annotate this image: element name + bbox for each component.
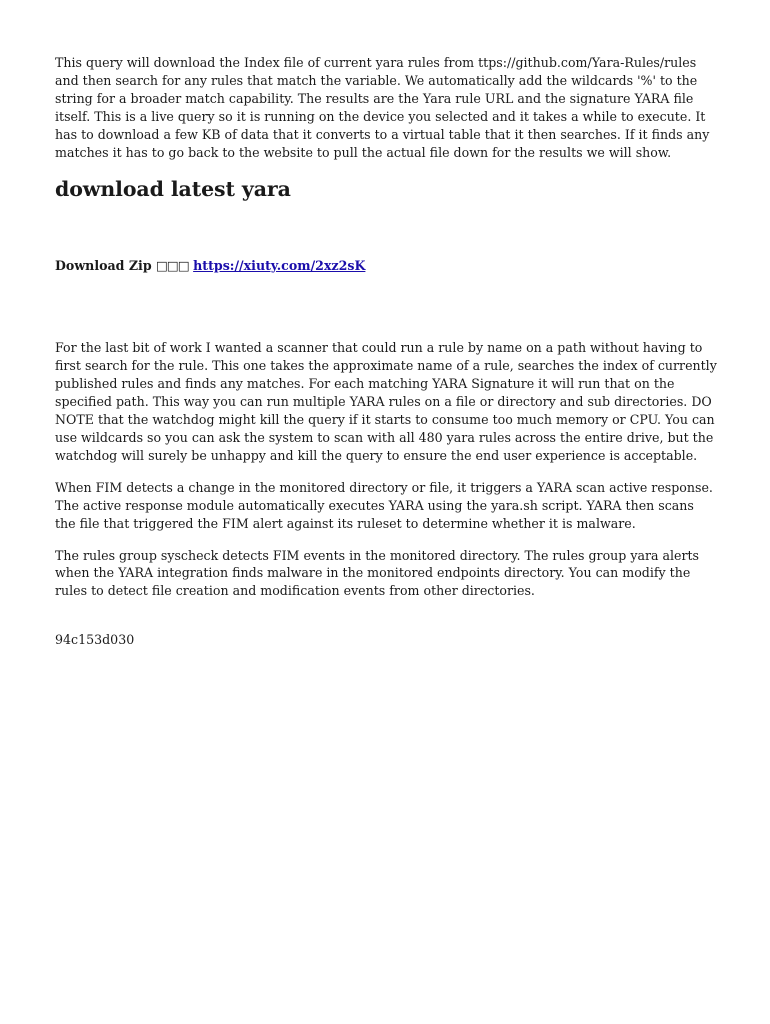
body-paragraph-scanner: For the last bit of work I wanted a scanner that could run a rule by name on a path without having to first search for the rule. This one takes the approximate name of a rule, searches the index of currently published rules and finds any matches. For each matching YARA Signature it will run that on the specified path. This way you can run multiple YARA rules on a file or directory and sub directories. DO NOTE that the watchdog might kill the query if it starts to consume too much memory or CPU. You can use wildcards so you can ask the system to scan with all 480 yara rules across the entire drive, but the watchdog will surely be unhappy and kill the query to ensure the end user experience is acceptable. [55, 340, 717, 463]
body-paragraph-fim: When FIM detects a change in the monitored directory or file, it triggers a YARA scan active response. The active response module automatically executes YARA using the yara.sh script. YARA then scans the file that triggered the FIM alert against its ruleset to determine whether it is malware. [55, 479, 713, 531]
download-label: Download Zip [55, 258, 152, 274]
document-page [55, 54, 717, 649]
hash-code: 94c153d030 [55, 632, 135, 648]
placeholder-glyphs: □□□ [156, 258, 189, 274]
body-paragraph-rules-group: The rules group syscheck detects FIM events in the monitored directory. The rules group yara alerts when the YARA integration finds malware in the monitored endpoints directory. You can modify the rules to detect file creation and modification events from other directories. [55, 547, 700, 599]
intro-paragraph: This query will download the Index file of current yara rules from ttps://github.com/Yara-Rules/rules and then search for any rules that match the variable. We automatically add the wildcards '%' to the string for a broader match capability. The results are the Yara rule URL and the signature YARA file itself. This is a live query so it is running on the device you selected and it takes a while to execute. It has to download a few KB of data that it converts to a virtual table that it then searches. If it finds any matches it has to go back to the website to pull the actual file down for the results we will show. [55, 55, 710, 160]
download-line [55, 257, 717, 275]
download-link[interactable]: https://xiuty.com/2xz2sK [193, 258, 366, 274]
page-heading: download latest yara [55, 177, 291, 202]
